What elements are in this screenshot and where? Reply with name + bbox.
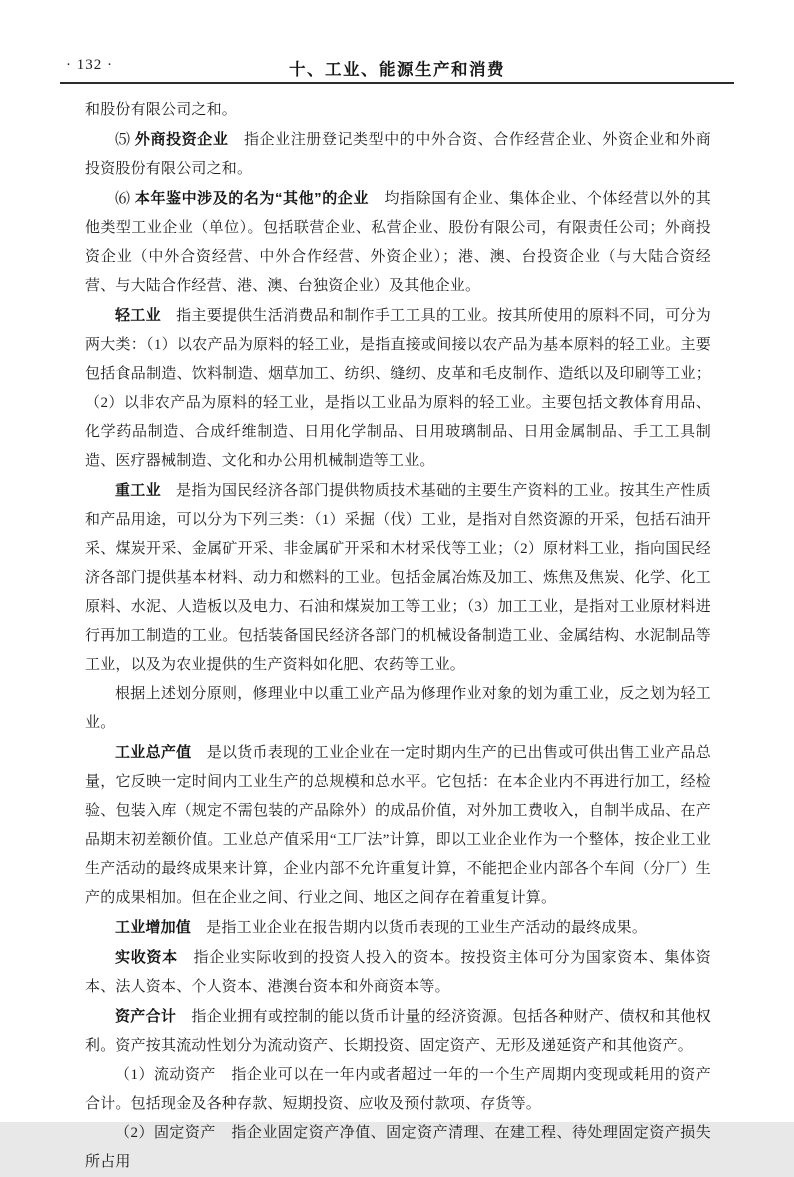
- text-run: 指企业实际收到的投资人投入的资本。按投资主体可分为国家资本、集体资本、法人资本、个人资本、港澳台资本和外商资本等。: [85, 950, 711, 995]
- page-header: [60, 54, 734, 84]
- text-run: 根据上述划分原则，修理业中以重工业产品为修理作业对象的划为重工业，反之划为轻工业。: [85, 686, 711, 731]
- text-run: ⑸: [115, 132, 135, 148]
- paragraph: [85, 680, 711, 738]
- page-number: · 132 ·: [66, 57, 113, 73]
- paragraph: [85, 1002, 711, 1061]
- paragraph: [85, 913, 711, 943]
- text-run: 和股份有限公司之和。: [85, 102, 238, 118]
- chapter-title: 十、工业、能源生产和消费: [289, 61, 505, 79]
- term-heading: 重工业: [115, 482, 161, 499]
- text-run: 指主要提供生活消费品和制作手工工具的工业。按其所使用的原料不同，可分为两大类：（1）以农产品为原料的轻工业，是指直接或间接以农产品为基本原料的轻工业。主要包括食品制造、饮料制造、烟草加工、纺织、缝纫、皮革和毛皮制作、造纸以及印刷等工业；（2）以非农产品为原料的轻工业，是指以工业品为原料的轻工业。主要包括文教体育用品、化学药品制造、合成纤维制造、日用化学制品、日用玻璃制品、日用金属制品、手工工具制造、医疗器械制造、文化和办公用机械制造等工业。: [85, 308, 711, 469]
- text-run: 均指除国有企业、集体企业、个体经营以外的其他类型工业企业（单位）。包括联营企业、私营企业、股份有限公司，有限责任公司；外商投资企业（中外合资经营、中外合作经营、外资企业）；港、澳、台投资企业（与大陆合资经营、与大陆合作经营、港、澳、台独资企业）及其他企业。: [85, 191, 712, 294]
- paragraph: [85, 1119, 711, 1177]
- paragraph: [85, 96, 711, 125]
- term-heading: 工业增加值: [115, 919, 192, 936]
- paragraph: [85, 738, 711, 913]
- text-run: 指企业拥有或控制的能以货币计量的经济资源。包括各种财产、债权和其他权利。资产按其流动性划分为流动资产、长期投资、固定资产、无形及递延资产和其他资产。: [85, 1009, 711, 1054]
- paragraph: [85, 125, 711, 184]
- term-heading: 实收资本: [115, 949, 178, 966]
- text-run: 是指工业企业在报告期内以货币表现的工业生产活动的最终成果。: [191, 920, 648, 936]
- paragraph: [85, 476, 711, 680]
- term-heading: 本年鉴中涉及的名为“其他”的企业: [134, 190, 369, 207]
- term-heading: 轻工业: [115, 307, 161, 324]
- text-run: 指企业注册登记类型中的中外合资、合作经营企业、外资企业和外商投资股份有限公司之和。: [85, 132, 711, 177]
- term-heading: 资产合计: [115, 1008, 177, 1025]
- text-run: （1）流动资产 指企业可以在一年内或者超过一年的一个生产周期内变现或耗用的资产合计。包括现金及各种存款、短期投资、应收及预付款项、存货等。: [85, 1067, 711, 1112]
- text-run: （2）固定资产 指企业固定资产净值、固定资产清理、在建工程、待处理固定资产损失所占用: [85, 1125, 711, 1170]
- text-run: 是以货币表现的工业企业在一定时期内生产的已出售或可供出售工业产品总量，它反映一定时间内工业生产的总规模和总水平。它包括：在本企业内不再进行加工，经检验、包装入库（规定不需包装的产品除外）的成品价值，对外加工费收入，自制半成品、在产品期末初差额价值。工业总产值采用“工厂法”计算，即以工业企业作为一个整体，按企业工业生产活动的最终成果来计算，企业内部不允许重复计算，不能把企业内部各个车间（分厂）生产的成果相加。但在企业之间、行业之间、地区之间存在着重复计算。: [85, 745, 711, 906]
- body-text: [85, 96, 711, 1177]
- paragraph: [85, 184, 711, 301]
- paragraph: [85, 301, 711, 476]
- paragraph: [85, 1061, 711, 1119]
- term-heading: 工业总产值: [115, 744, 192, 761]
- text-run: 是指为国民经济各部门提供物质技术基础的主要生产资料的工业。按其生产性质和产品用途，可以分为下列三类：（1）采掘（伐）工业，是指对自然资源的开采，包括石油开采、煤炭开采、金属矿开采、非金属矿开采和木材采伐等工业；（2）原材料工业，指向国民经济各部门提供基本材料、动力和燃料的工业。包括金属冶炼及加工、炼焦及焦炭、化学、化工原料、水泥、人造板以及电力、石油和煤炭加工等工业；（3）加工工业，是指对工业原材料进行再加工制造的工业。包括装备国民经济各部门的机械设备制造工业、金属结构、水泥制品等工业，以及为农业提供的生产资料如化肥、农药等工业。: [85, 483, 711, 673]
- paragraph: [85, 943, 711, 1002]
- text-run: ⑹: [115, 191, 135, 207]
- term-heading: 外商投资企业: [134, 131, 229, 148]
